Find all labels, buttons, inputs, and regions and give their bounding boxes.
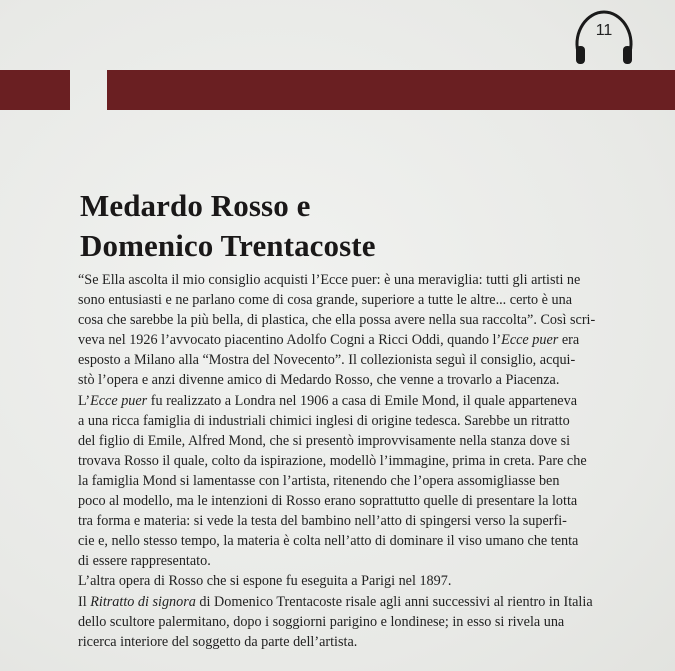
- body-text-run: cosa che sarebbe la più bella, di plastica, che ella possa avere nella sua raccolta”. Così scri-: [78, 312, 596, 329]
- body-line: [78, 290, 638, 310]
- body-text-run: di Domenico Trentacoste risale agli anni successivi al rientro in Italia: [195, 593, 593, 610]
- body-text-run: a una ricca famiglia di industriali chimici inglesi di origine tedesca. Sarebbe un ritratto: [78, 412, 570, 429]
- body-text-run: del figlio di Emile, Alfred Mond, che si presentò improvvisamente nella stanza dove si: [78, 432, 571, 449]
- body-line: [78, 551, 638, 571]
- body-line: [78, 451, 638, 471]
- body-line: [78, 350, 638, 370]
- body-line: [78, 391, 638, 411]
- body-text-run: stò l’opera e anzi divenne amico di Medardo Rosso, che venne a trovarlo a Piacenza.: [78, 372, 560, 389]
- body-text-run: era: [558, 332, 580, 349]
- body-text-run: ricerca interiore del soggetto da parte dell’artista.: [78, 633, 358, 650]
- body-text-run: dello scultore palermitano, dopo i soggiorni parigino e londinese; in esso si rivela una: [78, 613, 565, 630]
- body-line: [78, 370, 638, 390]
- body-line: [78, 491, 638, 511]
- title-line-2: Domenico Trentacoste: [80, 228, 376, 263]
- body-text-run: tra forma e materia: si vede la testa del bambino nell’atto di spingersi verso la superfi-: [78, 513, 567, 530]
- body-line: [78, 411, 638, 431]
- body-text: [78, 270, 638, 652]
- body-line: [78, 632, 638, 652]
- body-line: [78, 531, 638, 551]
- body-text-run: trovava Rosso il quale, colto da ispirazione, modellò l’immagine, prima in creta. Pare che: [78, 452, 587, 469]
- decorative-band-right: [107, 70, 675, 110]
- artwork-title-italic: Ecce puer: [90, 392, 148, 409]
- body-line: [78, 471, 638, 491]
- page-title: [80, 186, 640, 266]
- body-text-run: Il: [78, 593, 91, 610]
- body-text-run: fu realizzato a Londra nel 1906 a casa di Emile Mond, il quale apparteneva: [147, 392, 578, 409]
- body-text-run: cie e, nello stesso tempo, la materia è colta nell’atto di dominare il viso umano che tenta: [78, 533, 579, 550]
- body-text-run: “Se Ella ascolta il mio consiglio acquisti l’Ecce puer: è una meraviglia: tutti gli artisti ne: [78, 272, 581, 288]
- body-line: [78, 431, 638, 451]
- decorative-band-left: [0, 70, 70, 110]
- body-line: [78, 310, 638, 330]
- body-line: [78, 270, 638, 290]
- body-text-run: veva nel 1926 l’avvocato piacentino Adolfo Cogni a Ricci Oddi, quando l’: [78, 332, 502, 349]
- body-text-run: sono entusiasti e ne parlano come di cosa grande, superiore a tutte le altre... certo è una: [78, 292, 573, 309]
- body-text-run: esposto a Milano alla “Mostra del Novecento”. Il collezionista seguì il consiglio, acqui-: [78, 352, 576, 369]
- body-text-run: poco al modello, ma le intenzioni di Rosso erano soprattutto quelle di presentare la lotta: [78, 493, 578, 510]
- body-line: [78, 330, 638, 350]
- body-text-run: di essere rappresentato.: [78, 553, 211, 570]
- audio-guide-badge: [569, 8, 639, 68]
- body-text-run: L’: [78, 392, 91, 409]
- artwork-title-italic: Ritratto di signora: [90, 593, 196, 610]
- title-line-1: Medardo Rosso e: [80, 188, 311, 223]
- audio-guide-number: 11: [595, 22, 613, 39]
- body-line: [78, 592, 638, 612]
- body-text-run: L’altra opera di Rosso che si espone fu eseguita a Parigi nel 1897.: [78, 573, 452, 590]
- body-text-run: la famiglia Mond si lamentasse con l’artista, ritenendo che l’opera assomigliasse ben: [78, 472, 560, 489]
- body-line: [78, 511, 638, 531]
- body-line: [78, 571, 638, 591]
- artwork-title-italic: Ecce puer: [501, 332, 559, 349]
- body-line: [78, 612, 638, 632]
